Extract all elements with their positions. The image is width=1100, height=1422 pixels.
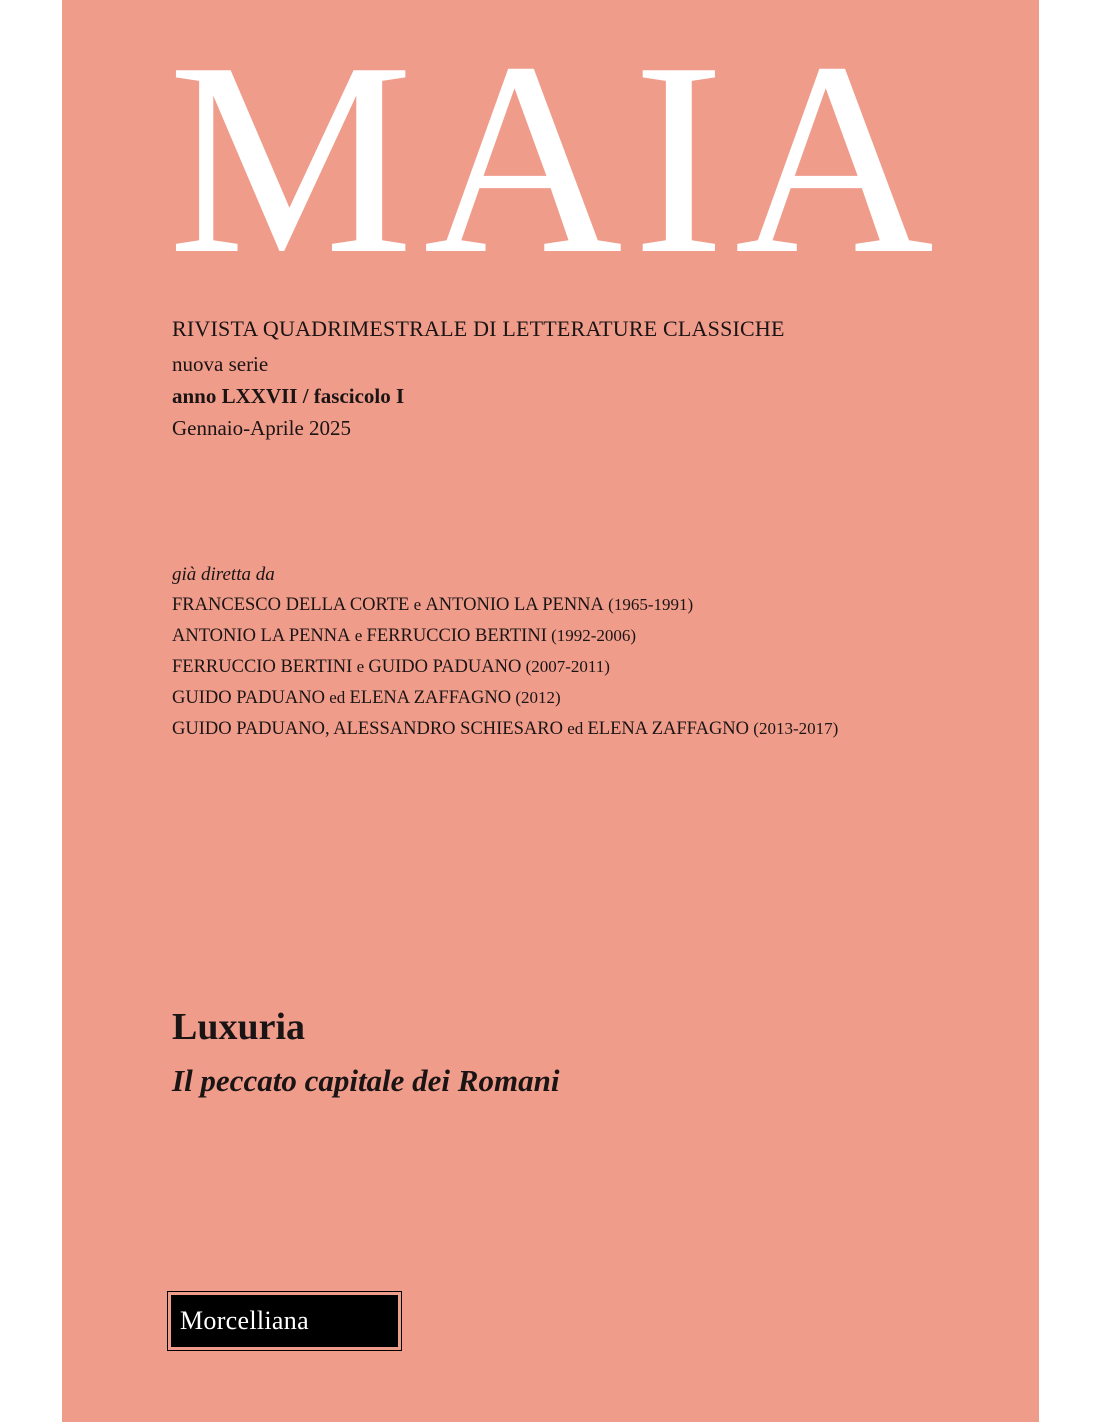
editor-years: (1992-2006) (546, 626, 637, 645)
editor-conjunction: e (350, 626, 367, 645)
issue-date: Gennaio-Aprile 2025 (172, 416, 352, 440)
editor-name: ELENA ZAFFAGNO (587, 719, 750, 739)
editor-name: FRANCESCO DELLA CORTE (172, 595, 410, 615)
publisher-name: Morcelliana (180, 1306, 309, 1335)
editor-name: GUIDO PADUANO, ALESSANDRO SCHIESARO (172, 719, 563, 739)
journal-subtitle: RIVISTA QUADRIMESTRALE DI LETTERATURE CLASSICHE (172, 316, 785, 341)
former-editors-line (172, 595, 693, 616)
editor-name: ANTONIO LA PENNA (425, 595, 604, 615)
editor-name: ANTONIO LA PENNA (172, 626, 351, 646)
journal-cover (62, 0, 1039, 1422)
editor-name: FERRUCCIO BERTINI (366, 626, 547, 646)
issue-topic-title: Luxuria (172, 1006, 306, 1048)
editor-name: GUIDO PADUANO (172, 688, 325, 708)
issue-label: anno LXXVII / fascicolo I (172, 384, 405, 408)
editor-name: FERRUCCIO BERTINI (172, 657, 353, 677)
directed-by-label: già diretta da (172, 564, 275, 585)
editor-years: (2013-2017) (749, 719, 839, 738)
editor-years: (2012) (511, 688, 561, 707)
issue-topic-subtitle: Il peccato capitale dei Romani (172, 1063, 560, 1098)
former-editors-line (172, 626, 636, 647)
former-editors-line (172, 688, 561, 709)
former-editors-line (172, 657, 610, 678)
series-label: nuova serie (172, 352, 269, 376)
editor-name: GUIDO PADUANO (368, 657, 522, 677)
publisher-logo (171, 1295, 398, 1347)
editor-conjunction: ed (324, 688, 350, 707)
editor-years: (1965-1991) (603, 595, 694, 614)
journal-masthead: MAIA (168, 5, 944, 311)
editor-years: (2007-2011) (521, 657, 610, 676)
editor-conjunction: ed (562, 719, 588, 738)
editor-conjunction: e (409, 595, 426, 614)
editor-conjunction: e (352, 657, 369, 676)
former-editors-line (172, 719, 838, 740)
editor-name: ELENA ZAFFAGNO (349, 688, 512, 708)
